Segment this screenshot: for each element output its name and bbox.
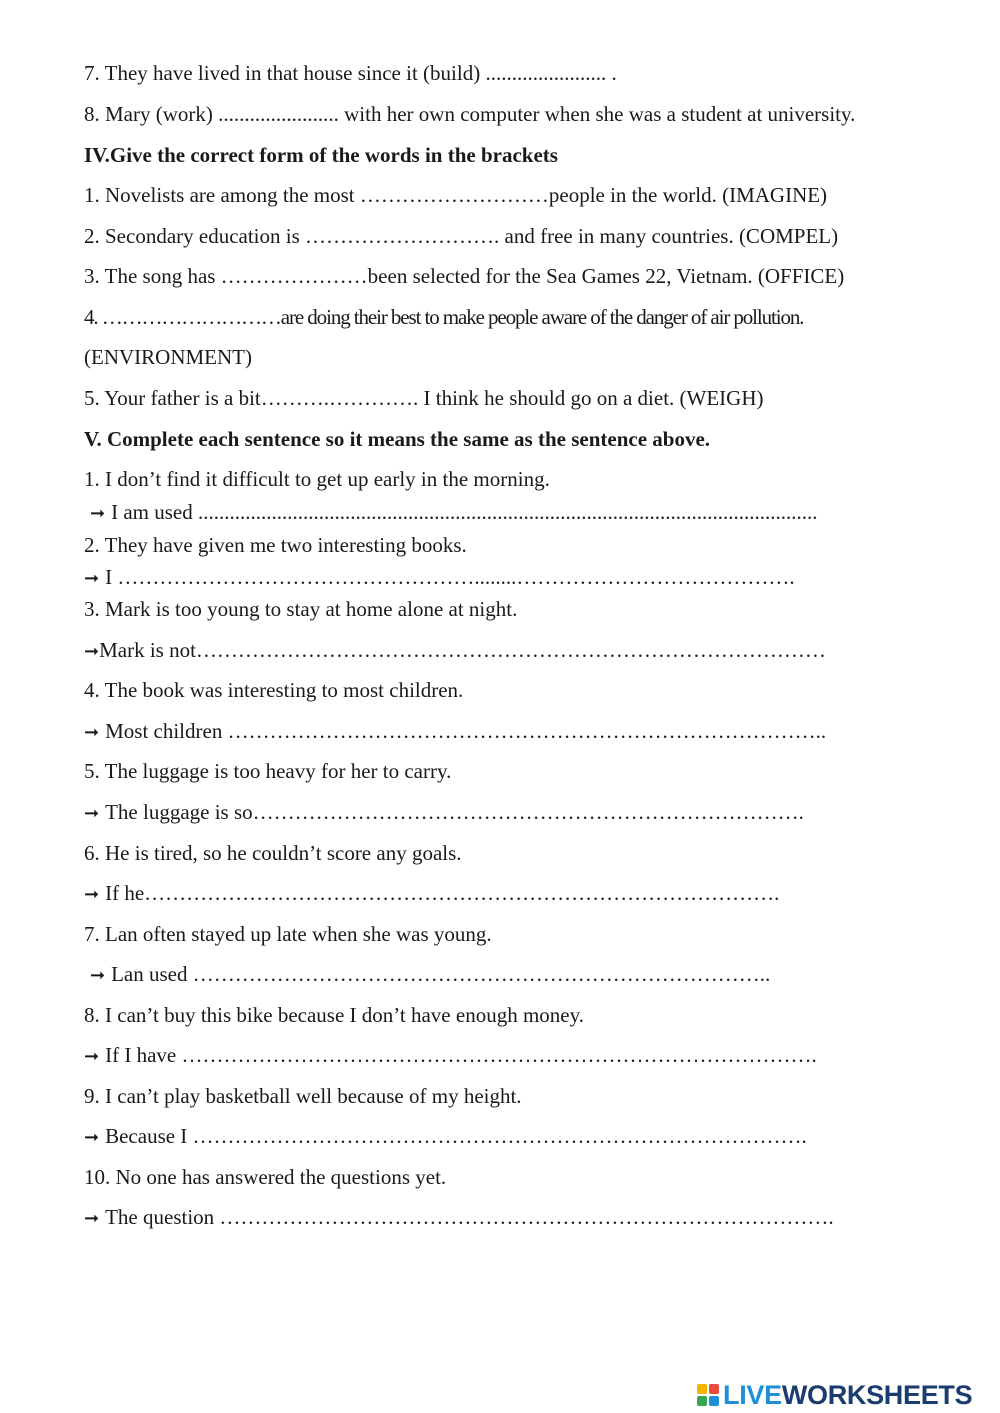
q5-item-6-answer xyxy=(84,880,779,907)
answer-line: Lan used ……………………………………………………………………….. xyxy=(111,962,771,986)
q5-item-8: 8. I can’t buy this bike because I don’t have enough money. xyxy=(84,1003,584,1027)
answer-line: If he………………………………………………………………………………. xyxy=(105,881,780,905)
q5-item-5-answer xyxy=(84,799,804,826)
q5-item-2-answer xyxy=(84,564,795,591)
arrow-icon: ➞ xyxy=(84,641,100,661)
answer-line: Because I ……………………………………………………………………………. xyxy=(105,1124,807,1148)
q5-item-3-answer xyxy=(84,637,826,664)
q5-item-10-answer xyxy=(84,1204,834,1231)
arrow-icon: ➞ xyxy=(90,965,106,985)
q5-item-2: 2. They have given me two interesting books. xyxy=(84,533,467,557)
q5-item-7: 7. Lan often stayed up late when she was young. xyxy=(84,922,492,946)
q4-item-2: 2. Secondary education is ………………………. and free in many countries. (COMPEL) xyxy=(84,224,839,248)
q5-item-6: 6. He is tired, so he couldn’t score any goals. xyxy=(84,841,462,865)
arrow-icon: ➞ xyxy=(84,803,100,823)
q5-item-4: 4. The book was interesting to most children. xyxy=(84,678,464,702)
answer-line: Most children ………………………………………………………………………….. xyxy=(105,719,827,743)
q5-item-4-answer xyxy=(84,718,826,745)
q4-item-5: 5. Your father is a bit……….…………. I think he should go on a diet. (WEIGH) xyxy=(84,386,764,410)
arrow-icon: ➞ xyxy=(84,1046,100,1066)
liveworksheets-logo xyxy=(697,1377,972,1413)
q4-item-4-cont: (ENVIRONMENT) xyxy=(84,345,252,369)
arrow-icon: ➞ xyxy=(84,722,100,742)
logo-wordmark: LIVEWORKSHEETS xyxy=(723,1379,973,1410)
q5-item-9: 9. I can’t play basketball well because of my height. xyxy=(84,1084,522,1108)
answer-line: I am used ...................................................................................................................... xyxy=(111,500,818,524)
q5-item-3: 3. Mark is too young to stay at home alone at night. xyxy=(84,597,518,621)
q5-item-9-answer xyxy=(84,1123,807,1150)
q5-item-8-answer xyxy=(84,1042,817,1069)
answer-line: I ……………………………………………........…………………………………. xyxy=(105,565,795,589)
arrow-icon: ➞ xyxy=(84,1208,100,1228)
q4-item-4-text: 4. ………………………are doing their best to make people aware of the danger of air pollution. xyxy=(84,305,804,329)
arrow-icon: ➞ xyxy=(84,1127,100,1147)
answer-line: If I have ………………………………………………………………………………. xyxy=(105,1043,817,1067)
section-v-heading: V. Complete each sentence so it means the same as the sentence above. xyxy=(84,427,711,451)
q4-item-1: 1. Novelists are among the most ………………………people in the world. (IMAGINE) xyxy=(84,183,828,207)
q5-item-10: 10. No one has answered the questions yet. xyxy=(84,1165,447,1189)
q3-item-7: 7. They have lived in that house since it (build) ....................... . xyxy=(84,61,617,85)
q4-item-4 xyxy=(84,304,803,330)
answer-line: Mark is not……………………………………………………………………………… xyxy=(99,638,826,662)
q4-item-3: 3. The song has …………………been selected for the Sea Games 22, Vietnam. (OFFICE) xyxy=(84,264,845,288)
arrow-icon: ➞ xyxy=(90,503,106,523)
answer-line: The luggage is so……………………………………………………………………. xyxy=(105,800,804,824)
answer-line: The question ……………………………………………………………………………. xyxy=(105,1205,834,1229)
section-iv-heading: IV.Give the correct form of the words in the brackets xyxy=(84,143,558,167)
q5-item-1-answer xyxy=(90,499,818,526)
q5-item-5: 5. The luggage is too heavy for her to carry. xyxy=(84,759,452,783)
arrow-icon: ➞ xyxy=(84,884,100,904)
q5-item-1: 1. I don’t find it difficult to get up early in the morning. xyxy=(84,467,550,491)
arrow-icon: ➞ xyxy=(84,568,100,588)
q5-item-7-answer xyxy=(90,961,770,988)
logo-tiles-icon xyxy=(697,1384,719,1406)
q3-item-8: 8. Mary (work) ....................... with her own computer when she was a student at university. xyxy=(84,102,856,126)
